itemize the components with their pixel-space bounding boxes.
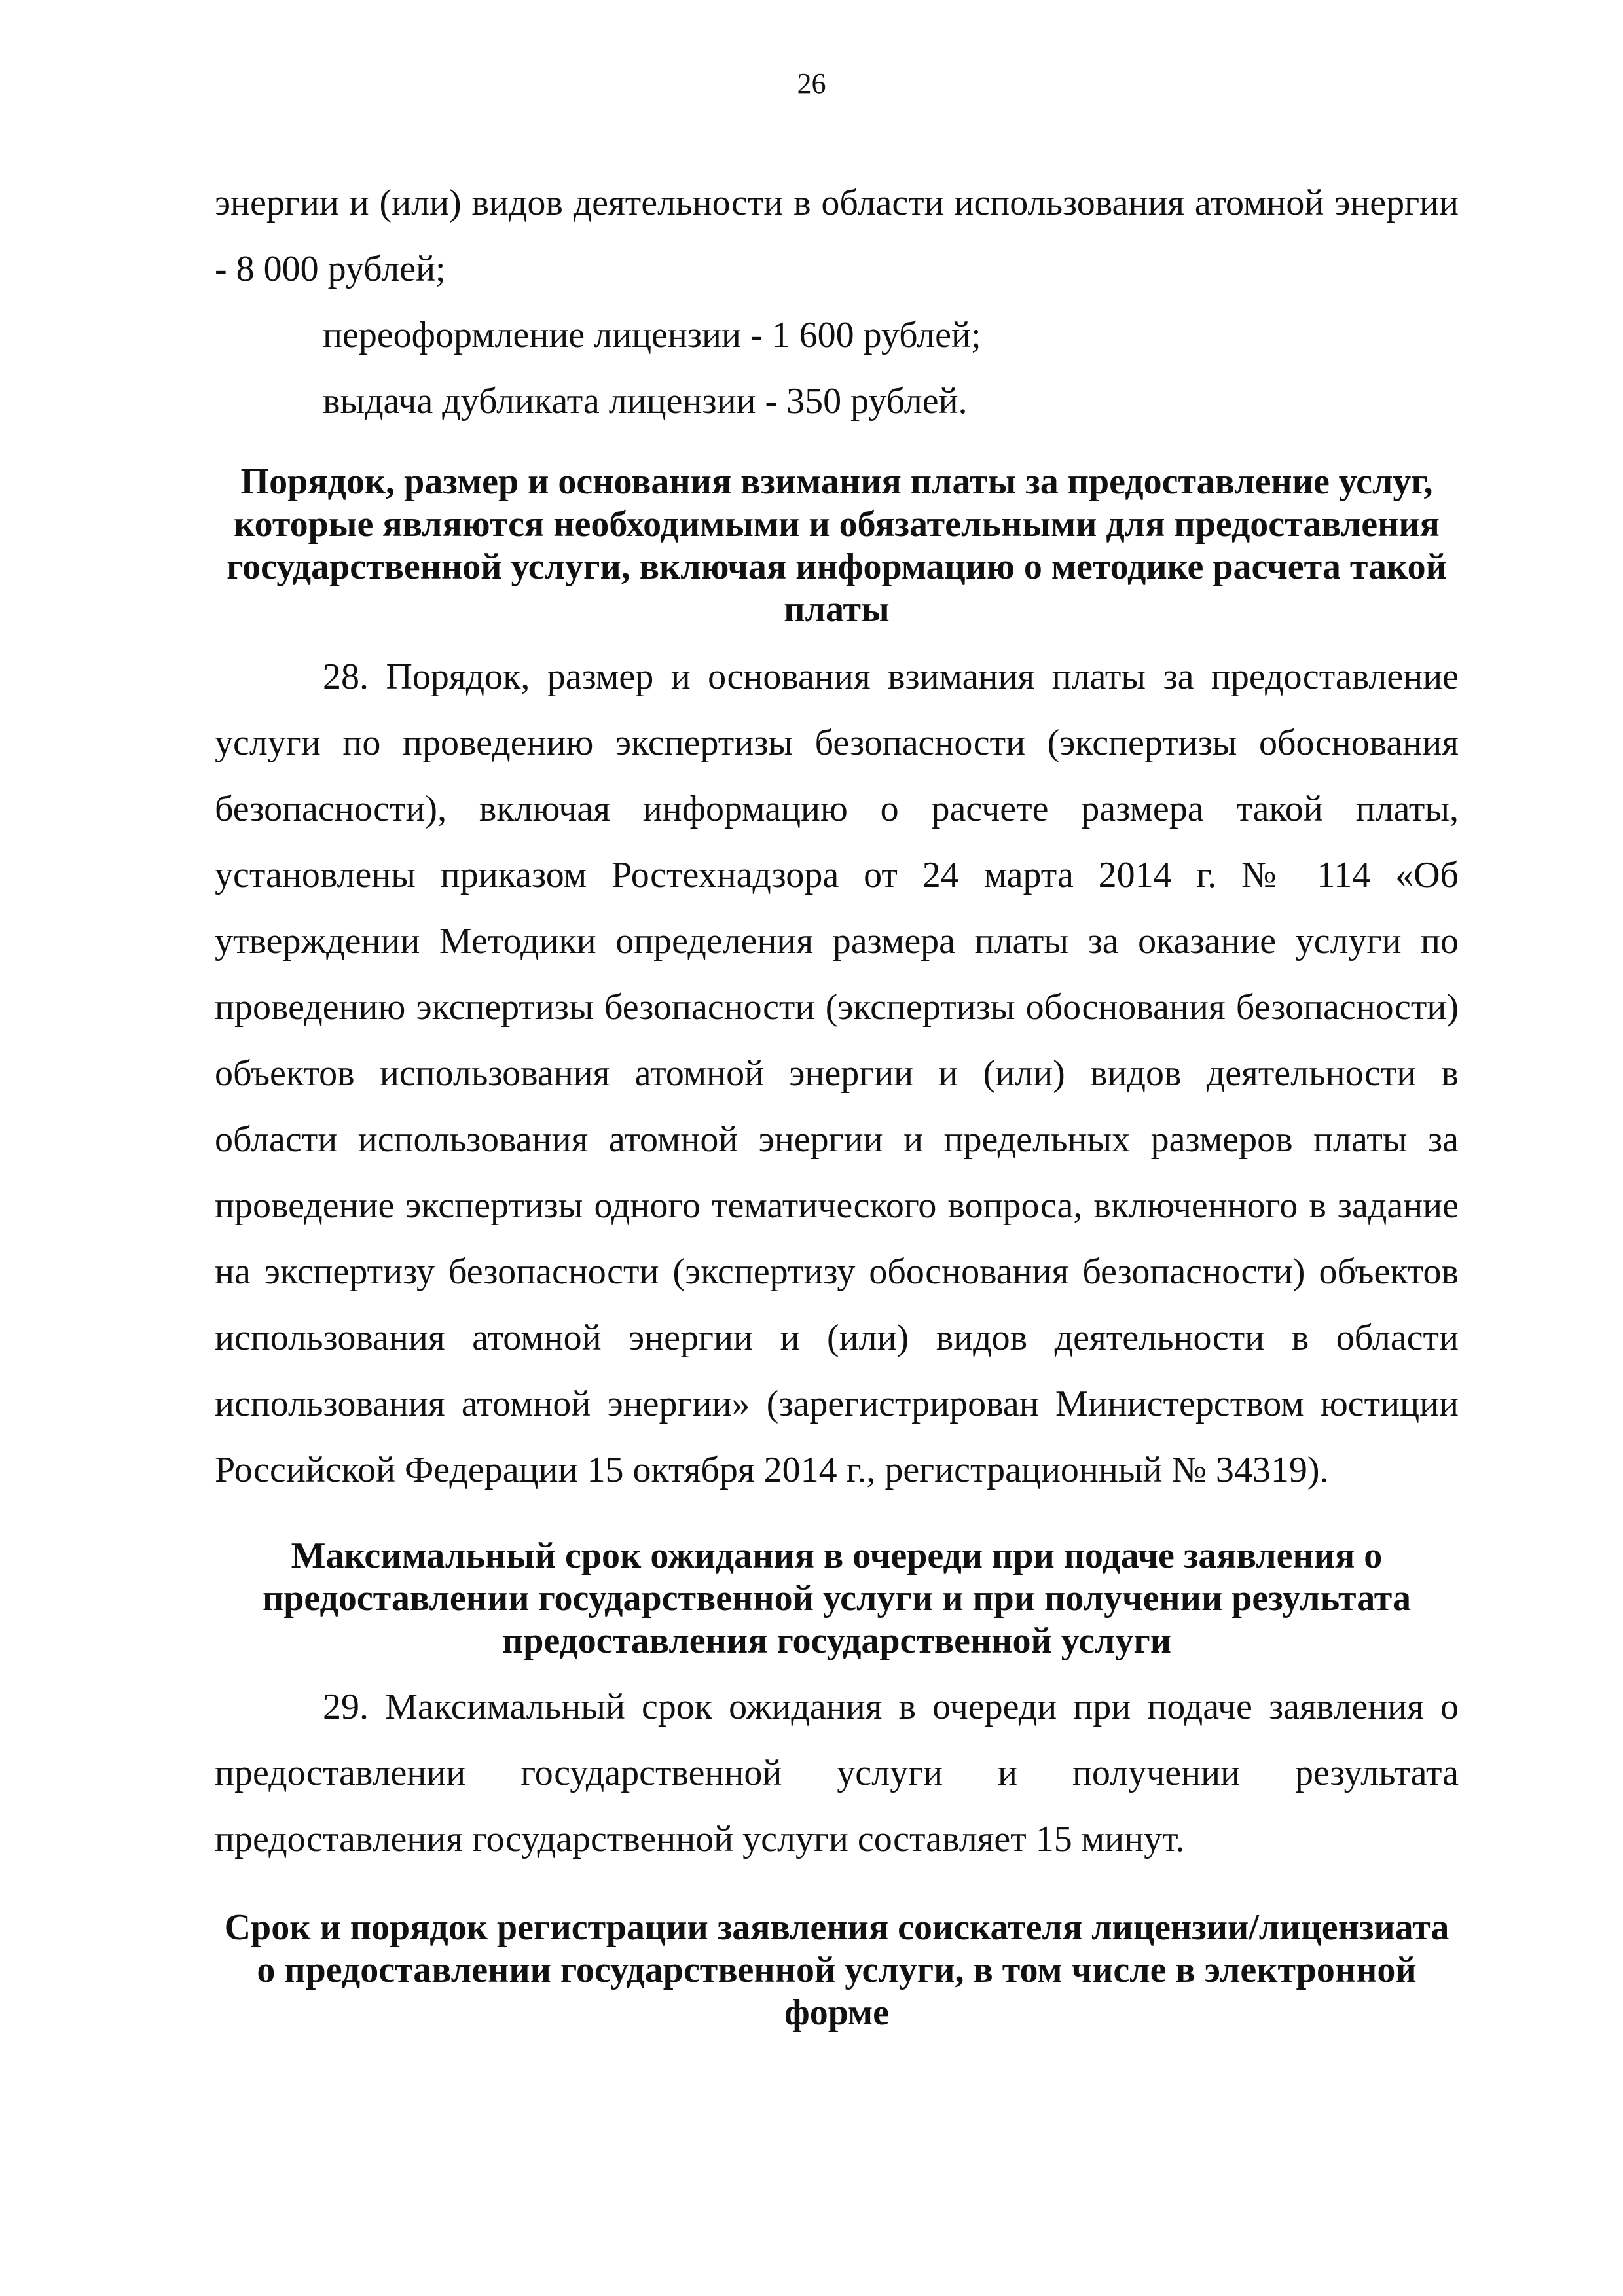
page-number: 26 xyxy=(797,67,826,99)
continuation-paragraph: энергии и (или) видов деятельности в области использования атомной энергии - 8 000 рублей; xyxy=(215,183,1459,289)
paragraph-number-28: 28. xyxy=(323,656,369,697)
fee-item-duplicate: выдача дубликата лицензии - 350 рублей. xyxy=(323,381,968,422)
paragraph-text-29: Максимальный срок ожидания в очереди при подаче заявления о предоставлении государственной услуги и получении результата предоставления государственной услуги составляет 15 минут. xyxy=(215,1687,1459,1859)
paragraph-28 xyxy=(215,644,1459,1503)
fee-item-reissue: переоформление лицензии - 1 600 рублей; xyxy=(323,315,981,355)
paragraph-29 xyxy=(215,1674,1459,1873)
section-heading-fee: Порядок, размер и основания взимания платы за предоставление услуг, которые являются необходимыми и обязательными для предоставления государственной услуги, включая информацию о методике расчета такой платы xyxy=(227,461,1447,630)
paragraph-text-28: Порядок, размер и основания взимания платы за предоставление услуги по проведению экспертизы безопасности (экспертизы обоснования безопасности), включая информацию о расчете размера такой платы, установлены приказом Ростехнадзора от 24 марта 2014 г. № 114 «Об утверждении Методики определения размера платы за оказание услуги по проведению экспертизы безопасности (экспертизы обоснования безопасности) объектов использования атомной энергии и (или) видов деятельности в области использования атомной энергии и предельных размеров платы за проведение экспертизы одного тематического вопроса, включенного в задание на экспертизу безопасности (экспертизу обоснования безопасности) объектов использования атомной энергии и (или) видов деятельности в области использования атомной энергии» (зарегистрирован Министерством юстиции Российской Федерации 15 октября 2014 г., регистрационный № 34319). xyxy=(215,656,1459,1490)
page-content xyxy=(215,170,1459,2034)
section-heading-queue: Максимальный срок ожидания в очереди при подаче заявления о предоставлении государственной услуги и при получении результата предоставления государственной услуги xyxy=(263,1535,1411,1661)
section-heading-registration: Срок и порядок регистрации заявления соискателя лицензии/лицензиата о предоставлении государственной услуги, в том числе в электронной форме xyxy=(224,1907,1450,2033)
paragraph-number-29: 29. xyxy=(323,1687,369,1727)
